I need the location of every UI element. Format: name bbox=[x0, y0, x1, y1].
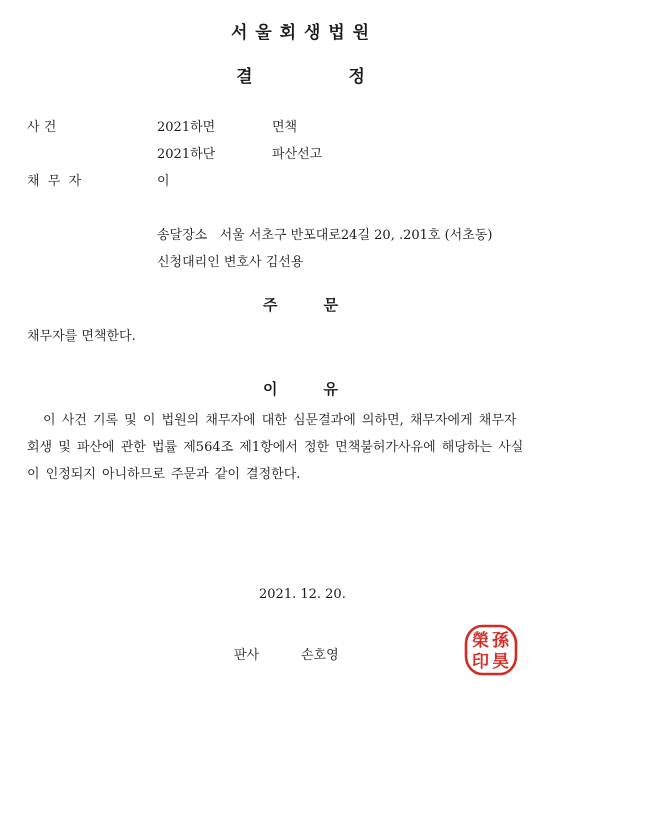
reason-line-2: 회생 및 파산에 관한 법률 제564조 제1항에서 정한 면책불허가사유에 해당하는 사실 bbox=[27, 440, 524, 455]
order-heading-left: 주 bbox=[263, 296, 278, 314]
svg-text:印: 印 bbox=[472, 652, 489, 672]
order-text: 채무자를 면책한다. bbox=[27, 329, 136, 344]
title-char-left: 결 bbox=[236, 67, 253, 87]
order-heading bbox=[263, 294, 338, 315]
judge-label: 판사 bbox=[234, 648, 260, 663]
case1-number: 2021하면 bbox=[157, 120, 216, 135]
reason-line-1: 이 사건 기록 및 이 법원의 채무자에 대한 심문결과에 의하면, 채무자에게 채무자 bbox=[43, 413, 517, 428]
service-address: 송달장소 서울 서초구 반포대로24길 20, .201호 (서초동) bbox=[157, 228, 493, 243]
case2-name: 파산선고 bbox=[272, 147, 323, 162]
document-title bbox=[0, 62, 601, 87]
svg-text:孫: 孫 bbox=[492, 631, 509, 651]
attorney: 신청대리인 변호사 김선용 bbox=[157, 255, 304, 270]
reason-heading-right: 유 bbox=[323, 380, 338, 398]
judge-seal-stamp-icon bbox=[463, 624, 519, 676]
case2-number: 2021하단 bbox=[157, 147, 216, 162]
case1-name: 면책 bbox=[272, 120, 298, 135]
judge-name: 손호영 bbox=[301, 648, 339, 663]
title-char-right: 정 bbox=[348, 67, 365, 87]
order-heading-right: 문 bbox=[323, 296, 338, 314]
reason-heading-left: 이 bbox=[263, 380, 278, 398]
case-label: 사 건 bbox=[27, 120, 57, 135]
debtor-label: 채 무 자 bbox=[27, 174, 82, 189]
debtor-name: 이 bbox=[157, 174, 170, 189]
decision-date: 2021. 12. 20. bbox=[259, 587, 346, 602]
svg-text:榮: 榮 bbox=[472, 631, 489, 651]
reason-heading bbox=[263, 378, 338, 399]
court-name: 서 울 회 생 법 원 bbox=[230, 23, 371, 43]
reason-line-3: 이 인정되지 아니하므로 주문과 같이 결정한다. bbox=[27, 467, 301, 482]
svg-text:昊: 昊 bbox=[492, 652, 509, 672]
